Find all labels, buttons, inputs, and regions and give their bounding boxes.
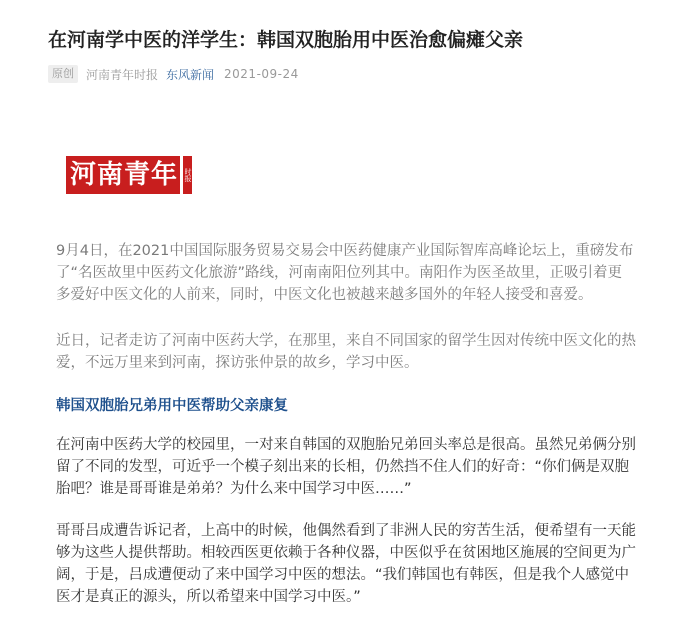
article-meta: [48, 64, 299, 84]
publish-date: 2021-09-24: [224, 67, 299, 81]
source-name: 河南青年时报: [86, 67, 159, 82]
channel-link[interactable]: 东风新闻: [166, 67, 215, 82]
paragraph-2: 近日，记者走访了河南中医药大学，在那里，来自不同国家的留学生因对传统中医文化的热爱，不远万里来到河南，探访张仲景的故乡，学习中医。: [56, 333, 636, 371]
logo-sub: [182, 156, 192, 194]
section-heading: 韩国双胞胎兄弟用中医帮助父亲康复: [56, 398, 288, 414]
logo-sub-text: 时报: [184, 168, 193, 182]
article-title: 在河南学中医的洋学生：韩国双胞胎用中医治愈偏瘫父亲: [48, 29, 524, 51]
logo-text: 河南青年: [66, 156, 180, 194]
original-badge: 原创: [48, 65, 78, 83]
paragraph-4: 哥哥吕成遭告诉记者，上高中的时候，他偶然看到了非洲人民的穷苦生活，便希望有一天能够为这些人提供帮助。相较西医更依赖于各种仪器，中医似乎在贫困地区施展的空间更为广阔，于是，吕成遭便动了来中国学习中医的想法。“我们韩国也有韩医，但是我个人感觉中医才是真正的源头，所以希望来中国学习中医。”: [56, 523, 636, 605]
paragraph-1: 9月4日，在2021中国国际服务贸易交易会中医药健康产业国际智库高峰论坛上，重磅发布了“名医故里中医药文化旅游”路线，河南南阳位列其中。南阳作为医圣故里，正吸引着更多爱好中医文化的人前来，同时，中医文化也被越来越多国外的年轻人接受和喜爱。: [56, 243, 634, 303]
paragraph-3: 在河南中医药大学的校园里，一对来自韩国的双胞胎兄弟回头率总是很高。虽然兄弟俩分别留了不同的发型，可近乎一个模子刻出来的长相，仍然挡不住人们的好奇：“你们俩是双胞胎吧？谁是哥哥谁是弟弟？为什么来中国学习中医……”: [56, 437, 636, 497]
newspaper-logo: [66, 156, 193, 194]
